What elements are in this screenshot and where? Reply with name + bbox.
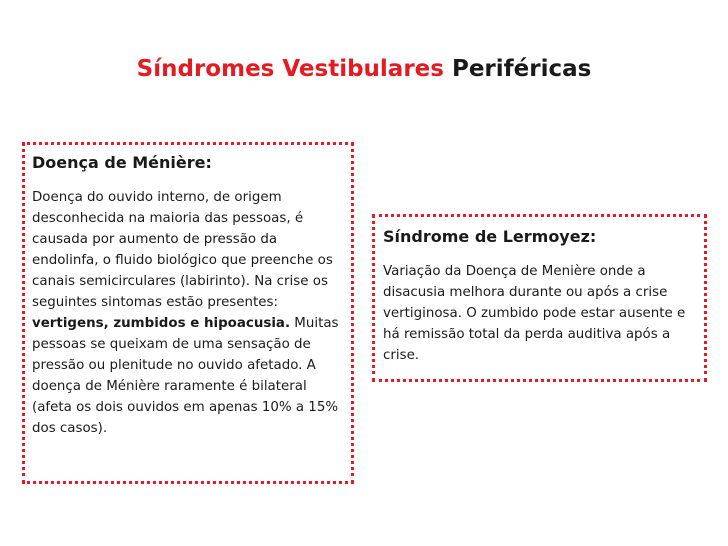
slide-title-rest: Periféricas <box>451 56 592 82</box>
lermoyez-box <box>372 214 707 382</box>
slide-title <box>0 56 728 82</box>
meniere-heading: Doença de Ménière: <box>32 153 212 172</box>
meniere-symptoms: vertigens, zumbidos e hipoacusia. <box>32 316 291 331</box>
meniere-description <box>32 187 345 439</box>
meniere-text-after: Muitas pessoas se queixam de uma sensação de pressão ou plenitude no ouvido afetado. A doença de Ménière raramente é bilateral (afeta os dois ouvidos em apenas 10% a 15% dos casos). <box>32 316 339 436</box>
meniere-box <box>22 142 354 484</box>
lermoyez-description: Variação da Doença de Menière onde a disacusia melhora durante ou após a crise vertiginosa. O zumbido pode estar ausente e há remissão total da perda auditiva após a crise. <box>383 264 686 363</box>
slide-title-accent: Síndromes Vestibulares <box>136 56 444 82</box>
meniere-text-before: Doença do ouvido interno, de origem desconhecida na maioria das pessoas, é causada por aumento de pressão da endolinfa, o fluido biológico que preenche os canais semicirculares (labirinto). Na crise os seguintes sintomas estão presentes: <box>32 190 333 310</box>
lermoyez-heading: Síndrome de Lermoyez: <box>383 227 597 246</box>
